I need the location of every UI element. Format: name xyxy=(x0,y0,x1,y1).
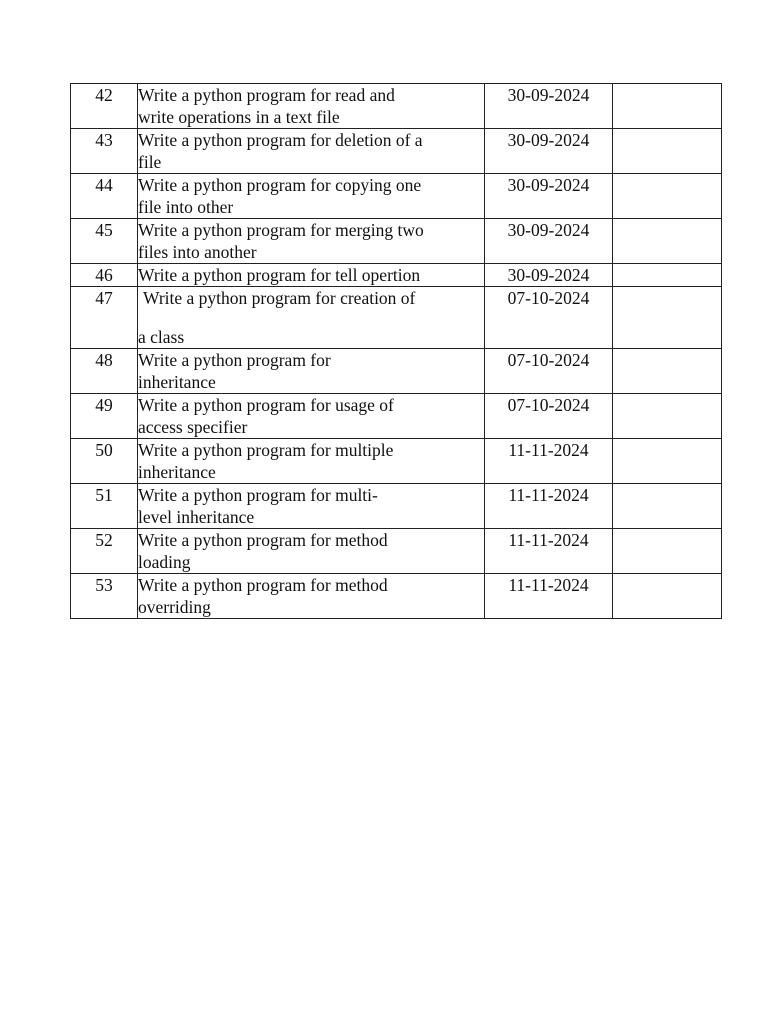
description-line: Write a python program for merging two xyxy=(138,220,424,240)
row-number: 49 xyxy=(71,394,138,439)
description-line: files into another xyxy=(138,242,257,262)
program-description xyxy=(138,287,485,349)
date-cell: 11-11-2024 xyxy=(485,574,613,619)
signature-cell xyxy=(613,394,722,439)
program-description xyxy=(138,349,485,394)
description-line: Write a python program for copying one xyxy=(138,175,422,195)
signature-cell xyxy=(613,349,722,394)
row-number: 50 xyxy=(71,439,138,484)
date-cell: 07-10-2024 xyxy=(485,394,613,439)
date-cell: 30-09-2024 xyxy=(485,219,613,264)
date-cell: 30-09-2024 xyxy=(485,264,613,287)
date-cell: 30-09-2024 xyxy=(485,129,613,174)
description-line: inheritance xyxy=(138,372,216,392)
signature-cell xyxy=(613,439,722,484)
row-number: 52 xyxy=(71,529,138,574)
table-row xyxy=(71,574,722,619)
description-line: file into other xyxy=(138,197,234,217)
program-description xyxy=(138,264,485,287)
row-number: 45 xyxy=(71,219,138,264)
date-cell: 11-11-2024 xyxy=(485,484,613,529)
program-description xyxy=(138,484,485,529)
signature-cell xyxy=(613,129,722,174)
row-number: 47 xyxy=(71,287,138,349)
description-line: a class xyxy=(138,327,185,347)
signature-cell xyxy=(613,174,722,219)
date-cell: 07-10-2024 xyxy=(485,349,613,394)
description-line: Write a python program for multiple xyxy=(138,440,394,460)
description-line: Write a python program for creation of xyxy=(143,288,416,308)
table-row xyxy=(71,529,722,574)
table-row xyxy=(71,287,722,349)
table-row xyxy=(71,129,722,174)
program-description xyxy=(138,129,485,174)
program-description xyxy=(138,174,485,219)
table-row xyxy=(71,84,722,129)
date-cell: 30-09-2024 xyxy=(485,174,613,219)
table-row xyxy=(71,394,722,439)
table-row xyxy=(71,219,722,264)
description-line: Write a python program for method xyxy=(138,530,388,550)
program-description xyxy=(138,84,485,129)
signature-cell xyxy=(613,84,722,129)
description-line: Write a python program for tell opertion xyxy=(138,265,421,285)
table-row xyxy=(71,349,722,394)
description-line: write operations in a text file xyxy=(138,107,340,127)
description-line: level inheritance xyxy=(138,507,255,527)
description-line: Write a python program for usage of xyxy=(138,395,394,415)
description-line: overriding xyxy=(138,597,211,617)
program-list-table xyxy=(70,83,722,619)
description-line: Write a python program for multi- xyxy=(138,485,378,505)
program-description xyxy=(138,529,485,574)
program-description xyxy=(138,394,485,439)
signature-cell xyxy=(613,219,722,264)
description-line: inheritance xyxy=(138,462,216,482)
signature-cell xyxy=(613,574,722,619)
signature-cell xyxy=(613,484,722,529)
description-line: file xyxy=(138,152,162,172)
row-number: 42 xyxy=(71,84,138,129)
row-number: 44 xyxy=(71,174,138,219)
description-line: Write a python program for deletion of a xyxy=(138,130,423,150)
row-number: 43 xyxy=(71,129,138,174)
description-line: Write a python program for read and xyxy=(138,85,395,105)
date-cell: 30-09-2024 xyxy=(485,84,613,129)
row-number: 48 xyxy=(71,349,138,394)
table-row xyxy=(71,174,722,219)
table-row xyxy=(71,264,722,287)
signature-cell xyxy=(613,264,722,287)
row-number: 46 xyxy=(71,264,138,287)
description-line: loading xyxy=(138,552,191,572)
signature-cell xyxy=(613,529,722,574)
date-cell: 11-11-2024 xyxy=(485,529,613,574)
date-cell: 11-11-2024 xyxy=(485,439,613,484)
description-line: Write a python program for method xyxy=(138,575,388,595)
signature-cell xyxy=(613,287,722,349)
program-description xyxy=(138,574,485,619)
description-line: Write a python program for xyxy=(138,350,331,370)
row-number: 53 xyxy=(71,574,138,619)
description-line: access specifier xyxy=(138,417,248,437)
program-description xyxy=(138,219,485,264)
row-number: 51 xyxy=(71,484,138,529)
date-cell: 07-10-2024 xyxy=(485,287,613,349)
table-row xyxy=(71,439,722,484)
table-row xyxy=(71,484,722,529)
program-description xyxy=(138,439,485,484)
